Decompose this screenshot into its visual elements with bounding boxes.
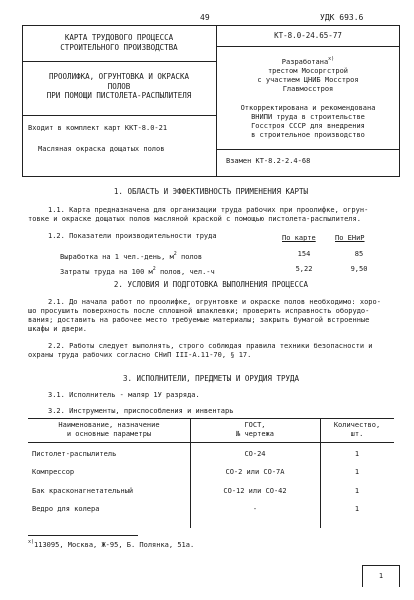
section-2-title: 2. УСЛОВИЯ И ПОДГОТОВКА ВЫПОЛНЕНИЯ ПРОЦЕССА xyxy=(113,280,309,289)
metric-labor-enir: 9,50 xyxy=(350,265,368,273)
footnote: $^{x)}$113095, Москва, Ж-95, Б. Полянка, 51а. xyxy=(28,539,195,549)
column-header-enir: По ЕНиР xyxy=(335,234,365,242)
card-subject: ПРООЛИФКА, ОГРУНТОВКА И ОКРАСКА ПОЛОВ ПРИ ПОМОЩИ ПИСТОЛЕТА-РАСПЫЛИТЕЛЯ xyxy=(46,72,192,100)
metric-labor-card: 5,22 xyxy=(295,265,313,273)
metric-labor-label: Затраты труда на 100 $м^2$ полов, чел.-ч xyxy=(60,266,215,276)
table-header-name: Наименование, назначение и основные параметры xyxy=(58,421,160,438)
developer-block: Разработана$^{x)}$ трестом Мосоргстрой с участием ЦНИБ Мосстроя Главмосстроя xyxy=(257,56,359,93)
section-1-title: 1. ОБЛАСТЬ И ЭФФЕКТИВНОСТЬ ПРИМЕНЕНИЯ КАРТЫ xyxy=(113,187,309,196)
section-1-paragraph-2: 1.2. Показатели производительности труда xyxy=(48,232,217,240)
table-header-qty: Количество, шт. xyxy=(333,421,381,438)
udk-code: УДК 693.6 xyxy=(320,13,364,22)
section-2-paragraph-2: 2.2. Работы следует выполнять, строго соблюдая правила техники безопасности и охраны труда рабочих согласно СНиП III-А.11-70, § 17. xyxy=(28,342,373,359)
metric-output-enir: 85 xyxy=(354,250,364,258)
metric-output-label: Выработка на 1 чел.-день, $м^2$ полов xyxy=(60,251,203,261)
card-title: КАРТА ТРУДОВОГО ПРОЦЕССА СТРОИТЕЛЬНОГО ПРОИЗВОДСТВА xyxy=(60,33,178,52)
section-1-paragraph-1: 1.1. Карта предназначена для организации труда рабочих при проолифке, огрун- товке и окраске дощатых полов масляной краской с помощью пистолета-распылителя. xyxy=(28,206,369,223)
section-2-paragraph-1: 2.1. До начала работ по проолифке, огрунтовке и окраске полов необходимо: хоро- шо просушить поверхность после сплошной шпаклевки; проверить исправность оборудо- вания; доставить на рабочее место требуемые материалы; закрыть бумагой встроенные шкафы и двери. xyxy=(28,298,381,333)
replaces-card: Взамен КТ-8.2-2.4-68 xyxy=(226,157,311,165)
card-code: КТ-8.0-24.65-77 xyxy=(274,31,342,40)
page-number: 49 xyxy=(200,13,210,22)
section-3-paragraph-2: 3.2. Инструменты, приспособления и инвентарь xyxy=(48,407,234,415)
table-header-gost: ГОСТ, № чертежа xyxy=(236,421,274,438)
metric-output-card: 154 xyxy=(297,250,311,258)
recommendation-block: Откорректирована и рекомендована ВНИПИ труда в строительстве Госстроя СССР для внедрения в строительное производство xyxy=(240,104,376,139)
section-3-title: 3. ИСПОЛНИТЕЛИ, ПРЕДМЕТЫ И ОРУДИЯ ТРУДА xyxy=(122,374,300,383)
included-set: Входит в комплект карт ККТ-8.0-21 xyxy=(28,124,168,132)
page-box-number: 1 xyxy=(378,572,384,580)
column-header-card: По карте xyxy=(282,234,316,242)
work-type: Масляная окраска дощатых полов xyxy=(38,145,165,153)
footnote-separator xyxy=(28,535,138,536)
section-3-paragraph-1: 3.1. Исполнитель - маляр 1У разряда. xyxy=(48,391,200,399)
